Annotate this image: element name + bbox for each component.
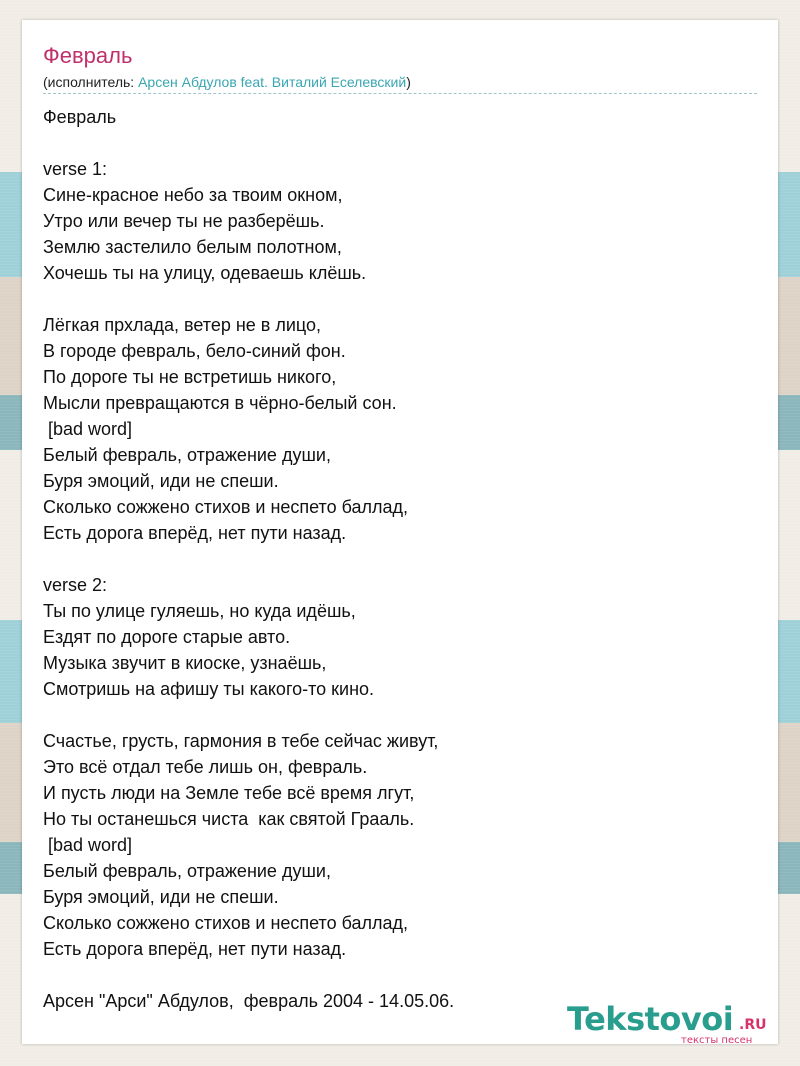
lyric-line: Ты по улице гуляешь, но куда идёшь, <box>43 601 356 621</box>
lyric-line: Есть дорога вперёд, нет пути назад. <box>43 523 347 543</box>
artist-line <box>43 73 411 91</box>
lyric-line: Смотришь на афишу ты какого-то кино. <box>43 679 375 699</box>
logo-tld: .RU <box>739 1017 767 1033</box>
lyric-line <box>43 130 757 156</box>
lyric-line: И пусть люди на Земле тебе всё время лгут, <box>43 783 415 803</box>
lyric-line: Это всё отдал тебе лишь он, февраль. <box>43 757 368 777</box>
lyric-line: verse 2: <box>43 575 108 595</box>
title-divider <box>43 93 757 94</box>
lyric-line: Сине-красное небо за твоим окном, <box>43 185 343 205</box>
lyric-line: Ездят по дороге старые авто. <box>43 627 291 647</box>
lyric-line: В городе февраль, бело-синий фон. <box>43 341 346 361</box>
lyric-line <box>43 286 757 312</box>
lyric-line: [bad word] <box>43 419 133 439</box>
lyric-line: Сколько сожжено стихов и неспето баллад, <box>43 913 409 933</box>
lyric-line: Счастье, грусть, гармония в тебе сейчас живут, <box>43 731 439 751</box>
lyrics-card <box>22 20 778 1044</box>
lyric-line: Музыка звучит в киоске, узнаёшь, <box>43 653 327 673</box>
lyric-line: [bad word] <box>43 835 133 855</box>
lyric-line: Белый февраль, отражение души, <box>43 861 331 881</box>
lyric-line: Мысли превращаются в чёрно-белый сон. <box>43 393 397 413</box>
lyrics-body <box>43 104 757 1014</box>
lyric-line: Утро или вечер ты не разберёшь. <box>43 211 325 231</box>
artist-prefix: (исполнитель: <box>43 74 139 90</box>
lyric-line: Арсен "Арси" Абдулов, февраль 2004 - 14.05.06. <box>43 991 455 1011</box>
lyric-line: Февраль <box>43 107 117 127</box>
lyric-line: Но ты останешься чиста как святой Грааль. <box>43 809 415 829</box>
lyric-line: Белый февраль, отражение души, <box>43 445 331 465</box>
lyric-line: Буря эмоций, иди не спеши. <box>43 471 279 491</box>
artist-link[interactable]: Арсен Абдулов feat. Виталий Еселевский <box>138 74 407 90</box>
lyric-line: verse 1: <box>43 159 108 179</box>
lyric-line: По дороге ты не встретишь никого, <box>43 367 337 387</box>
lyric-line: Лёгкая прхлада, ветер не в лицо, <box>43 315 322 335</box>
lyric-line <box>43 702 757 728</box>
lyric-line <box>43 962 757 988</box>
lyric-line: Сколько сожжено стихов и неспето баллад, <box>43 497 409 517</box>
lyric-line: Есть дорога вперёд, нет пути назад. <box>43 939 347 959</box>
logo-tagline: тексты песен <box>681 1035 753 1046</box>
lyric-line: Хочешь ты на улицу, одеваешь клёшь. <box>43 263 367 283</box>
song-title: Февраль <box>43 43 133 68</box>
artist-suffix: ) <box>406 74 411 90</box>
lyric-line: Буря эмоций, иди не спеши. <box>43 887 279 907</box>
site-logo[interactable] <box>567 997 777 1047</box>
logo-wordmark: Tekstovoi <box>567 1000 734 1038</box>
lyric-line <box>43 546 757 572</box>
lyric-line: Землю застелило белым полотном, <box>43 237 342 257</box>
